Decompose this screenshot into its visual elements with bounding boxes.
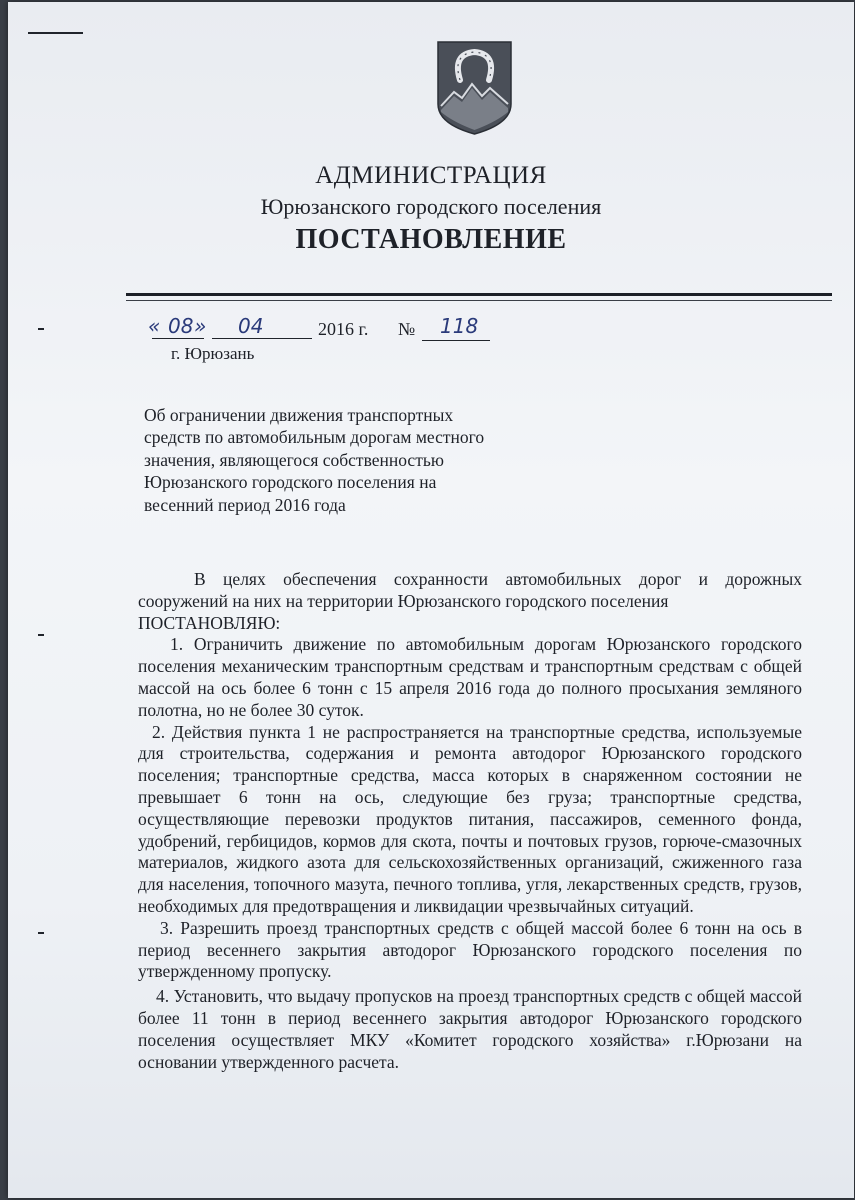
city-name: г. Юрюзань <box>171 344 255 363</box>
day-underline <box>152 338 204 339</box>
pen-mark <box>28 32 83 34</box>
margin-mark <box>38 932 44 934</box>
decree-word: ПОСТАНОВЛЯЮ: <box>138 612 281 633</box>
item-number: 4. <box>156 986 170 1007</box>
header-divider-thin <box>126 300 832 301</box>
document-body <box>138 569 802 1073</box>
item-text: Установить, что выдачу пропусков на проезд транспортных средств с общей массой более 11 тонн в период весеннего закрытия автодорог Юрюзанского городского поселения осуществляет МКУ «Комитет городского хозяйства» г.Юрюзани на основании утвержденного расчета. <box>138 986 802 1072</box>
list-item <box>138 918 802 983</box>
item-number: 3. <box>160 917 174 938</box>
document-number: 118 <box>440 314 479 338</box>
margin-mark <box>38 634 44 636</box>
list-item <box>138 722 802 918</box>
document-type-title: ПОСТАНОВЛЕНИЕ <box>295 224 567 255</box>
subject-line: Об ограничении движения транспортных <box>144 405 454 425</box>
document-page <box>8 2 854 1198</box>
margin-mark <box>38 328 44 330</box>
list-item <box>138 986 802 1073</box>
coat-of-arms-emblem <box>436 40 513 136</box>
administration-heading: АДМИНИСТРАЦИЯ <box>315 162 547 189</box>
date-day: 08 <box>168 314 194 338</box>
subject-line: Юрюзанского городского поселения на <box>144 472 437 493</box>
subject-line: значения, являющегося собственностью <box>144 449 444 470</box>
date-year: 2016 г. <box>318 319 369 339</box>
settlement-heading: Юрюзанского городского поселения <box>260 194 602 219</box>
document-subject <box>144 404 544 516</box>
date-open-quote: « <box>148 314 161 338</box>
preamble-paragraph: В целях обеспечения сохранности автомобильных дорог и дорожных сооружений на них на территории Юрюзанского городского поселения <box>138 569 802 611</box>
header-divider <box>126 293 832 296</box>
item-number: 2. <box>152 721 166 742</box>
item-number: 1. <box>170 634 184 655</box>
date-close-quote: » <box>194 314 207 338</box>
number-sign: № <box>398 319 416 339</box>
date-month: 04 <box>238 314 264 338</box>
item-text: Ограничить движение по автомобильным дорогам Юрюзанского городского поселения механическим транспортным средствам и транспортным средствам с общей массой на ось более 6 тонн с 15 апреля 2016 года до полного просыхания земляного полотна, но не более 30 суток. <box>138 634 802 720</box>
item-text: Действия пункта 1 не распространяется на транспортные средства, используемые для строительства, содержания и ремонта автодорог Юрюзанского городского поселения; транспортные средства, масса которых в снаряженном состоянии не превышает 6 тонн на ось, следующие без груза; транспортные средства, осуществляющие перевозки продуктов питания, пассажиров, семенного фонда, удобрений, гербицидов, кормов для скота, почты и почтовых грузов, горюче-смазочных материалов, жидкого азота для сельскохозяйственных организаций, сжиженного газа для населения, топочного мазута, печного топлива, угля, лекарственных средств, грузов, необходимых для предотвращения и ликвидации чрезвычайных ситуаций. <box>138 721 802 916</box>
subject-line: весенний период 2016 года <box>144 494 346 515</box>
subject-line: средств по автомобильным дорогам местного <box>144 427 485 448</box>
item-text: Разрешить проезд транспортных средств с общей массой более 6 тонн на ось в период весеннего закрытия автодорог Юрюзанского городского поселения по утвержденному пропуску. <box>138 917 802 982</box>
list-item <box>138 634 802 721</box>
month-underline <box>212 338 312 339</box>
number-underline <box>422 340 490 341</box>
